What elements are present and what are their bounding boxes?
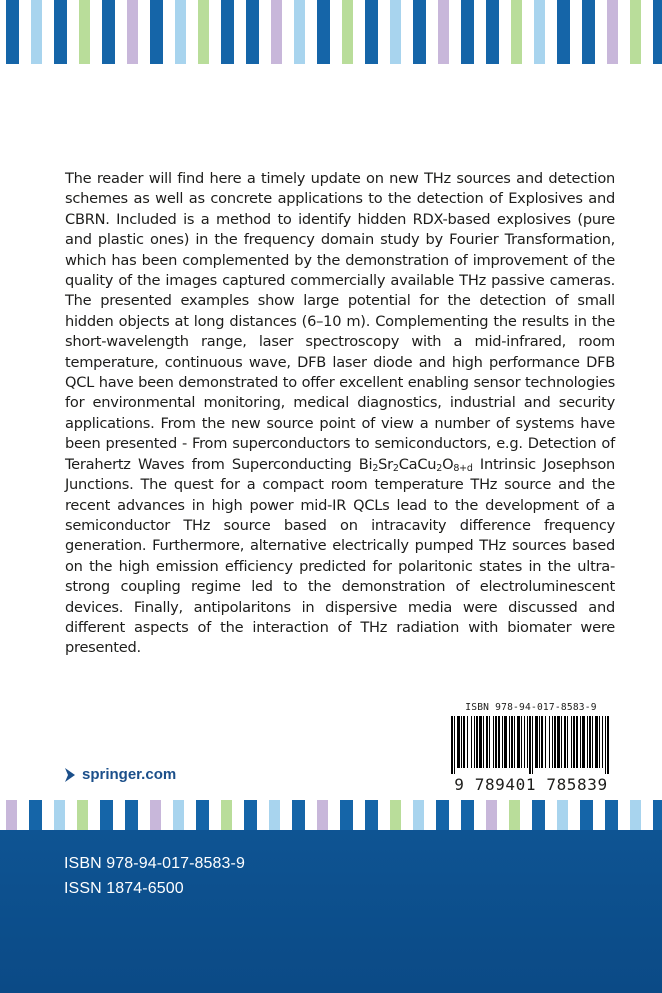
barcode-bars (451, 716, 611, 774)
barcode-bar (557, 716, 560, 768)
stripe (77, 800, 88, 830)
stripe (340, 800, 353, 830)
stripe (196, 800, 209, 830)
stripe (150, 800, 161, 830)
barcode-bar (571, 716, 572, 768)
stripe (630, 800, 641, 830)
stripe (221, 0, 234, 64)
stripe (413, 800, 424, 830)
barcode-bar (504, 716, 507, 768)
barcode-bar (532, 716, 533, 774)
stripe (292, 800, 305, 830)
barcode-bar (463, 716, 465, 768)
barcode-bar (535, 716, 538, 768)
barcode-bar (483, 716, 484, 768)
barcode-bar (595, 716, 598, 768)
stripe (511, 0, 522, 64)
barcode-bar (511, 716, 513, 768)
barcode-bar (457, 716, 460, 768)
stripe (509, 800, 520, 830)
issn-number: ISSN 1874-6500 (64, 880, 184, 897)
stripe (436, 800, 449, 830)
barcode-bar (486, 716, 488, 768)
stripe (461, 800, 474, 830)
barcode-bar (545, 716, 546, 768)
barcode-isbn-label: ISBN 978-94-017-8583-9 (465, 702, 597, 713)
stripe (246, 0, 259, 64)
top-decorative-stripes (0, 0, 662, 64)
barcode-bar (554, 716, 556, 768)
stripe (365, 0, 378, 64)
barcode-bar (521, 716, 522, 768)
bottom-decorative-stripes (0, 800, 662, 830)
barcode-bar (474, 716, 475, 768)
barcode-bar (517, 716, 520, 768)
stripe (150, 0, 163, 64)
barcode-bar (576, 716, 578, 768)
stripe (125, 800, 138, 830)
barcode-bar (582, 716, 585, 768)
stripe (486, 800, 497, 830)
barcode-bar (552, 716, 553, 768)
stripe (653, 0, 662, 64)
barcode-bar (539, 716, 540, 768)
stripe (54, 800, 65, 830)
barcode-bar (567, 716, 568, 768)
barcode-bar (467, 716, 468, 768)
stripe (269, 800, 280, 830)
stripe (317, 800, 328, 830)
stripe (175, 0, 186, 64)
stripe (244, 800, 257, 830)
barcode-bar (561, 716, 562, 768)
barcode-bar (524, 716, 525, 768)
barcode-bar (541, 716, 543, 768)
barcode-bar (514, 716, 515, 768)
barcode-digits: 9 789401 785839 (454, 775, 608, 794)
stripe (317, 0, 330, 64)
barcode-bar (476, 716, 478, 768)
stripe (365, 800, 378, 830)
barcode-bar (589, 716, 591, 768)
barcode-bar (498, 716, 500, 768)
stripe (438, 0, 449, 64)
stripe (534, 0, 545, 64)
stripe (342, 0, 353, 64)
isbn-number: ISBN 978-94-017-8583-9 (64, 855, 245, 872)
stripe (461, 0, 474, 64)
barcode-bar (509, 716, 510, 768)
stripe (271, 0, 282, 64)
barcode-bar (602, 716, 603, 768)
barcode-bar (479, 716, 482, 768)
stripe (605, 800, 618, 830)
barcode-bar (527, 716, 528, 768)
stripe (580, 800, 593, 830)
springer-url: springer.com (82, 766, 177, 783)
stripe (31, 0, 42, 64)
stripe (102, 0, 115, 64)
stripe (532, 800, 545, 830)
stripe (557, 800, 568, 830)
barcode-bar (502, 716, 503, 768)
barcode-bar (493, 716, 494, 768)
stripe (390, 0, 401, 64)
barcode-bar (564, 716, 566, 768)
stripe (29, 800, 42, 830)
stripe (79, 0, 90, 64)
barcode-bar (471, 716, 472, 768)
stripe (557, 0, 570, 64)
barcode-bar (607, 716, 609, 774)
barcode-bar (587, 716, 588, 768)
barcode-bar (573, 716, 575, 768)
stripe (630, 0, 641, 64)
stripe (221, 800, 232, 830)
back-cover-blurb: The reader will find here a timely update on new THz sources and detection schemes as well as concrete applications to the detection of Explosives and CBRN. Included is a method to identify hidden RDX-based explosives (pure and plastic ones) in the frequency domain study by Fourier Transformation, which has been complemented by the demonstration of improvement of the quality of the images captured commercially available THz passive cameras. The presented examples show large potential for the detection of small hidden objects at long distances (6–10 m). Complementing the results in the short-wavelength range, laser spectroscopy with a mid-infrared, room temperature, continuous wave, DFB laser diode and high performance DFB QCL have been demonstrated to offer excellent enabling sensor technologies for environmental monitoring, medical diagnostics, industrial and security applications. From the new source point of view a number of systems have been presented - From superconductors to semiconductors, e.g. Detection of Terahertz Waves from Superconducting $Bi_2Sr_2CaCu_2O_{8+d}$ Intrinsic Josephson Junctions. The quest for a compact room temperature THz source and the recent advances in high power mid-IR QCLs lead to the development of a semiconductor THz source based on intracavity difference frequency generation. Furthermore, alternative electrically pumped THz sources based on the high emission efficiency predicted for polaritonic states in the ultra-strong coupling regime led to the demonstration of electroluminescent devices. Finally, antipolaritons in dispersive media were discussed and different aspects of the interaction of THz radiation with biomater were presented. (65, 170, 616, 657)
barcode-bar (461, 716, 462, 768)
stripe (198, 0, 209, 64)
barcode-bar (454, 716, 455, 774)
barcode-bar (451, 716, 453, 774)
isbn-barcode (447, 702, 615, 798)
barcode-bar (489, 716, 490, 768)
barcode-bar (599, 716, 600, 768)
barcode-bar (605, 716, 606, 774)
stripe (486, 0, 499, 64)
stripe (294, 0, 305, 64)
barcode-bar (495, 716, 497, 768)
stripe (100, 800, 113, 830)
stripe (653, 800, 662, 830)
stripe (6, 800, 17, 830)
stripe (54, 0, 67, 64)
stripe (390, 800, 401, 830)
stripe (582, 0, 595, 64)
bottom-color-panel (0, 830, 662, 993)
barcode-bar (529, 716, 531, 774)
barcode-bar (580, 716, 581, 768)
stripe (6, 0, 19, 64)
stripe (127, 0, 138, 64)
barcode-bar (549, 716, 550, 768)
stripe (173, 800, 184, 830)
stripe (607, 0, 618, 64)
barcode-bar (592, 716, 593, 768)
chevron-right-icon (64, 768, 76, 782)
springer-website-link[interactable] (64, 766, 176, 783)
stripe (413, 0, 426, 64)
